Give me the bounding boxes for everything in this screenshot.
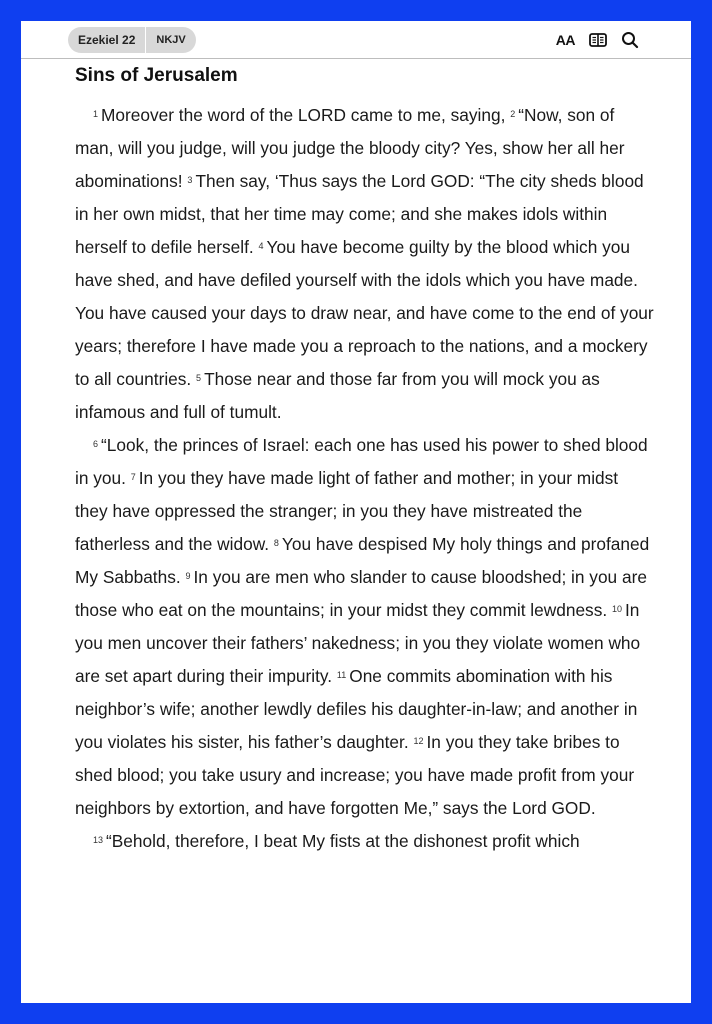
paragraph xyxy=(75,825,655,858)
verse-number[interactable]: 2 xyxy=(510,109,516,119)
verse-number[interactable]: 9 xyxy=(185,571,191,581)
verse-text: “Now, son of man, will you judge, will you judge the bloody city? Yes, show her all her abominations! xyxy=(75,105,625,191)
verse-text: “Behold, therefore, I beat My fists at the dishonest profit which xyxy=(106,831,580,851)
verse-text: One commits abomination with his neighbor’s wife; another lewdly defiles his daughter-in-law; and another in you violates his sister, his father’s daughter. xyxy=(75,666,638,752)
verse-text: In you men uncover their fathers’ nakedness; in you they violate women who are set apart during their impurity. xyxy=(75,600,641,686)
verse-text: Those near and those far from you will mock you as infamous and full of tumult. xyxy=(75,369,600,422)
verse-number[interactable]: 12 xyxy=(413,736,424,746)
verse-number[interactable]: 13 xyxy=(93,835,104,845)
text-size-icon[interactable] xyxy=(556,30,575,50)
verse-number[interactable]: 11 xyxy=(336,670,347,680)
passage-selector[interactable] xyxy=(68,27,196,53)
paragraph xyxy=(75,99,655,429)
chapter-content xyxy=(75,57,655,858)
reader-frame xyxy=(21,21,691,1003)
verse-text: In you are men who slander to cause bloodshed; in you are those who eat on the mountains; in your midst they commit lewdness. xyxy=(75,567,647,620)
toolbar-actions xyxy=(556,30,639,50)
verse-number[interactable]: 8 xyxy=(273,538,279,548)
book-chapter-button[interactable]: Ezekiel 22 xyxy=(78,33,136,47)
paragraph xyxy=(75,429,655,825)
verse-number[interactable]: 7 xyxy=(130,472,136,482)
verse-text: In you they have made light of father and mother; in your midst they have oppressed the stranger; in you they have mistreated the fatherless and the widow. xyxy=(75,468,619,554)
search-icon[interactable] xyxy=(621,30,639,50)
verse-number[interactable]: 3 xyxy=(187,175,193,185)
verse-text: Moreover the word of the LORD came to me, saying, xyxy=(101,105,506,125)
verse-text: You have become guilty by the blood which you have shed, and have defiled yourself with the idols which you have made. You have caused your days to draw near, and have come to the end of your years; therefore I have made you a reproach to the nations, and a mockery to all countries. xyxy=(75,237,654,389)
verse-number[interactable]: 1 xyxy=(93,109,99,119)
verse-text: Then say, ‘Thus says the Lord GOD: “The city sheds blood in her own midst, that her time may come; and she makes idols within herself to defile herself. xyxy=(75,171,644,257)
verse-number[interactable]: 6 xyxy=(93,439,99,449)
verse-number[interactable]: 4 xyxy=(258,241,264,251)
reader-view-icon[interactable] xyxy=(589,30,607,50)
verse-text: You have despised My holy things and profaned My Sabbaths. xyxy=(75,534,650,587)
verse-number[interactable]: 10 xyxy=(611,604,622,614)
top-toolbar xyxy=(21,21,691,59)
verse-text: In you they take bribes to shed blood; you take usury and increase; you have made profit from your neighbors by extortion, and have forgotten Me,” says the Lord GOD. xyxy=(75,732,635,818)
section-title: Sins of Jerusalem xyxy=(75,65,238,86)
verse-text: “Look, the princes of Israel: each one has used his power to shed blood in you. xyxy=(75,435,648,488)
text-size-label: AA xyxy=(555,32,575,48)
version-button[interactable]: NKJV xyxy=(156,34,186,46)
verse-number[interactable]: 5 xyxy=(196,373,202,383)
